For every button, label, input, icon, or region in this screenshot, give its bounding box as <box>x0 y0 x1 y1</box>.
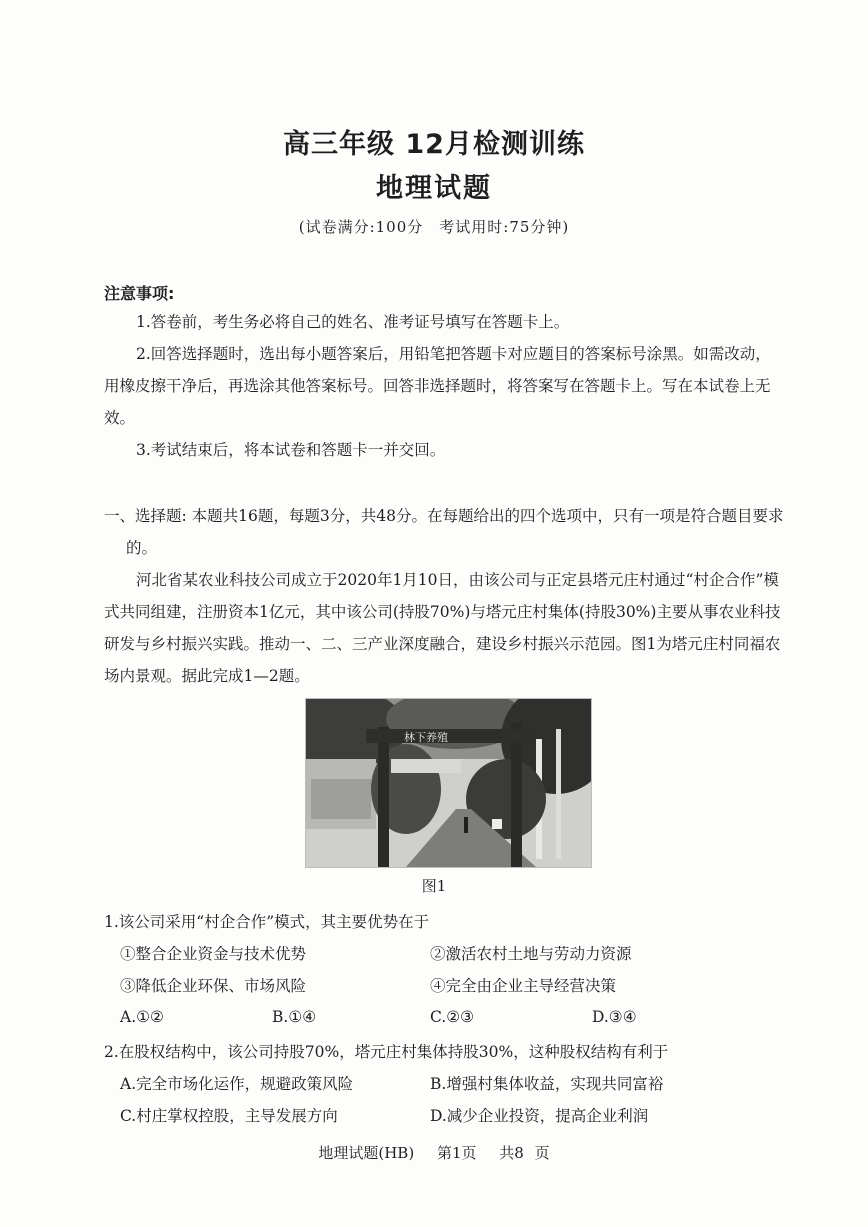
note-item: 2.回答选择题时，选出每小题答案后，用铅笔把答题卡对应题目的答案标号涂黑。如需改动，用橡皮擦干净后，再选涂其他答案标号。回答非选择题时，将答案写在答题卡上。写在本试卷上无效。 <box>104 345 771 427</box>
figure-1-photo <box>305 698 592 868</box>
exam-subject: 地理试题 <box>376 173 492 204</box>
question-1-option-c[interactable]: C.②③ <box>430 1008 475 1026</box>
question-2-option-d[interactable]: D.减少企业投资，提高企业利润 <box>430 1107 649 1125</box>
notes-title: 注意事项: <box>104 284 175 303</box>
note-item: 1.答卷前，考生务必将自己的姓名、准考证号填写在答题卡上。 <box>136 313 570 331</box>
question-1-statement: ④完全由企业主导经营决策 <box>430 977 617 995</box>
footer-page: 第1页 <box>436 1144 477 1162</box>
footer-subject: 地理试题(HB) <box>318 1144 415 1162</box>
farm-gate-photo <box>306 699 591 867</box>
section-heading-text: 一、选择题: 本题共16题，每题3分，共48分。在每题给出的四个选项中，只有一项是符合题目要求的。 <box>104 507 784 557</box>
footer-total: 共8 页 <box>499 1144 550 1162</box>
question-1-option-d[interactable]: D.③④ <box>592 1008 637 1026</box>
passage-text: 河北省某农业科技公司成立于2020年1月10日，由该公司与正定县塔元庄村通过“村企合作”模式共同组建，注册资本1亿元，其中该公司(持股70%)与塔元庄村集体(持股30%)主要从事农业科技研发与乡村振兴实践。推动一、二、三产业深度融合，建设乡村振兴示范园。图1为塔元庄村同福农场内景观。据此完成1—2题。 <box>104 571 781 685</box>
question-1-statement: ①整合企业资金与技术优势 <box>120 945 307 963</box>
question-1-stem: 1.该公司采用“村企合作”模式，其主要优势在于 <box>104 913 430 931</box>
question-2-option-a[interactable]: A.完全市场化运作，规避政策风险 <box>120 1075 354 1093</box>
page-footer <box>0 1142 868 1163</box>
question-2-stem: 2.在股权结构中，该公司持股70%，塔元庄村集体持股30%，这种股权结构有利于 <box>104 1043 669 1061</box>
question-1-statement: ②激活农村土地与劳动力资源 <box>430 945 632 963</box>
question-1-option-b[interactable]: B.①④ <box>272 1008 317 1026</box>
figure-caption: 图1 <box>421 877 447 895</box>
question-2-option-b[interactable]: B.增强村集体收益，实现共同富裕 <box>430 1075 664 1093</box>
section-heading <box>104 500 784 564</box>
question-1-option-a[interactable]: A.①② <box>120 1008 164 1026</box>
note-item: 3.考试结束后，将本试卷和答题卡一并交回。 <box>136 441 446 459</box>
reading-passage <box>104 564 784 692</box>
question-1-statement: ③降低企业环保、市场风险 <box>120 977 307 995</box>
gate-sign-text: 林下养殖 <box>404 731 448 744</box>
exam-info: (试卷满分:100分 考试用时:75分钟) <box>298 218 570 236</box>
question-2-option-c[interactable]: C.村庄掌权控股，主导发展方向 <box>120 1107 338 1125</box>
exam-title: 高三年级 12月检测训练 <box>283 129 585 160</box>
notes-list <box>104 306 784 466</box>
